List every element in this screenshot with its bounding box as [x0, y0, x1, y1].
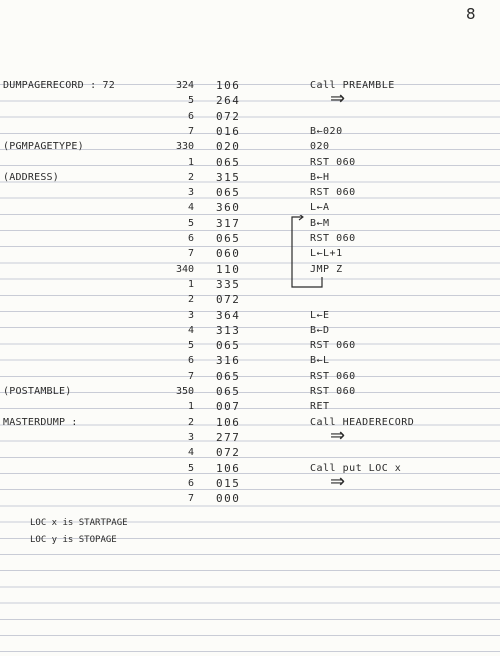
row-octal: 106	[216, 79, 241, 92]
row-octal: 316	[216, 354, 241, 368]
row-address: 340	[175, 263, 194, 275]
row-address: 1	[187, 156, 194, 168]
row-octal: 065	[216, 369, 241, 383]
row-octal: 072	[216, 293, 241, 307]
row-label: MASTERDUMP :	[3, 416, 78, 428]
row-octal: 065	[216, 186, 241, 200]
row-address: 6	[187, 233, 194, 244]
listing-row	[0, 353, 500, 369]
row-octal: 110	[216, 262, 241, 276]
listing-row	[0, 200, 500, 216]
row-label: DUMPAGERECORD : 72	[3, 80, 115, 91]
row-octal: 065	[216, 385, 241, 398]
loop-bracket	[290, 215, 324, 290]
listing-row	[0, 155, 500, 171]
row-label: (POSTAMBLE)	[3, 386, 72, 397]
row-address: 7	[187, 125, 194, 137]
row-octal: 335	[216, 277, 241, 291]
listing-row	[0, 262, 500, 278]
row-address: 2	[187, 416, 194, 428]
listing-row	[0, 139, 500, 155]
row-octal: 106	[216, 461, 241, 475]
row-octal: 020	[216, 140, 241, 154]
row-address: 1	[187, 278, 194, 290]
row-comment: RST 060	[310, 156, 356, 168]
listing-row	[0, 170, 500, 186]
listing-row	[0, 292, 500, 308]
implies-arrow-icon: ⇒	[330, 470, 346, 492]
row-comment: RST 060	[310, 386, 356, 397]
listing-row	[0, 231, 500, 247]
row-comment: 020	[310, 141, 330, 153]
row-octal: 364	[216, 308, 241, 322]
listing-row	[0, 216, 500, 232]
row-address: 7	[187, 248, 194, 260]
row-address: 3	[187, 187, 194, 199]
row-address: 2	[187, 171, 194, 183]
listing-row	[0, 109, 500, 125]
listing-row	[0, 277, 500, 293]
listing-row	[0, 399, 500, 415]
row-octal: 277	[216, 430, 241, 444]
row-octal: 072	[216, 109, 241, 123]
row-address: 330	[175, 141, 194, 153]
row-label: (PGMPAGETYPE)	[3, 141, 84, 153]
implies-arrow-icon: ⇒	[330, 424, 346, 446]
row-comment: Call HEADERECORD	[310, 416, 415, 428]
row-comment: B←020	[310, 125, 343, 137]
page-number: 8	[466, 5, 476, 23]
row-address: 1	[187, 401, 194, 413]
row-address: 7	[187, 493, 194, 505]
row-address: 3	[187, 431, 194, 443]
listing-row	[0, 124, 500, 140]
note-loc-x: LOC x is STARTPAGE	[30, 518, 128, 528]
row-comment: L←E	[310, 309, 330, 321]
row-address: 6	[187, 110, 194, 122]
listing-row	[0, 369, 500, 385]
row-octal: 065	[216, 155, 241, 169]
row-comment: RET	[310, 401, 330, 413]
row-comment: B←D	[310, 324, 330, 336]
row-comment: B←L	[310, 355, 330, 367]
listing-row	[0, 338, 500, 354]
row-octal: 264	[216, 94, 241, 108]
listing-row	[0, 78, 500, 94]
listing-row	[0, 461, 500, 477]
row-address: 350	[175, 386, 194, 397]
listing-row	[0, 470, 500, 492]
row-address: 4	[187, 324, 194, 336]
row-octal: 065	[216, 232, 241, 245]
listing-row	[0, 415, 500, 431]
row-address: 2	[187, 294, 194, 306]
row-octal: 315	[216, 170, 241, 184]
listing-row	[0, 445, 500, 461]
row-address: 324	[175, 80, 194, 91]
row-comment: B←M	[310, 217, 330, 229]
row-comment: B←H	[310, 171, 330, 183]
row-address: 3	[187, 309, 194, 321]
note-loc-y: LOC y is STOPAGE	[30, 535, 117, 545]
row-comment: RST 060	[310, 187, 356, 199]
row-address: 4	[187, 202, 194, 214]
row-octal: 106	[216, 415, 241, 429]
row-comment: JMP Z	[310, 263, 343, 275]
listing-row	[0, 88, 500, 110]
listing-row	[0, 308, 500, 324]
row-octal: 360	[216, 201, 241, 215]
row-comment: RST 060	[310, 370, 356, 382]
row-comment: RST 060	[310, 340, 356, 352]
row-octal: 072	[216, 446, 241, 460]
row-label: (ADDRESS)	[3, 171, 59, 183]
row-comment: Call put LOC x	[310, 462, 402, 474]
row-comment: Call PREAMBLE	[310, 80, 395, 91]
row-comment: L←A	[310, 202, 330, 214]
listing-row	[0, 323, 500, 339]
row-address: 4	[187, 447, 194, 459]
row-address: 6	[187, 477, 194, 489]
listing-row	[0, 185, 500, 201]
row-address: 7	[187, 370, 194, 382]
row-address: 5	[187, 340, 194, 352]
row-comment: L←L+1	[310, 248, 343, 260]
row-address: 6	[187, 355, 194, 367]
row-address: 5	[187, 217, 194, 229]
row-octal: 313	[216, 323, 241, 337]
listing-row	[0, 424, 500, 446]
listing-row	[0, 246, 500, 262]
row-octal: 016	[216, 124, 241, 138]
row-octal: 065	[216, 339, 241, 353]
row-octal: 000	[216, 492, 241, 506]
row-address: 5	[187, 95, 194, 107]
row-octal: 060	[216, 247, 241, 261]
row-comment: RST 060	[310, 233, 356, 244]
row-octal: 015	[216, 476, 241, 490]
row-octal: 007	[216, 400, 241, 414]
listing-row	[0, 491, 500, 507]
row-octal: 317	[216, 216, 241, 230]
row-address: 5	[187, 462, 194, 474]
listing-row	[0, 384, 500, 400]
implies-arrow-icon: ⇒	[330, 88, 346, 110]
